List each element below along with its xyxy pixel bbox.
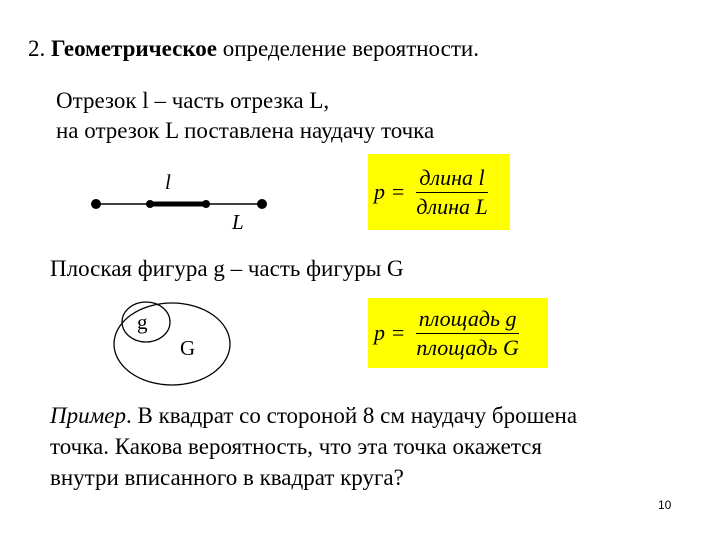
figure-description: Плоская фигура g – часть фигуры G: [50, 256, 404, 281]
formula1-fraction: [413, 166, 490, 219]
page-number: 10: [658, 498, 672, 512]
example-line1: [50, 400, 577, 431]
segment-l-end-point: [202, 200, 210, 208]
length-probability-formula: [368, 154, 510, 230]
slide-heading: [28, 36, 479, 62]
example-prefix: Пример: [50, 403, 126, 428]
heading-number: 2.: [28, 36, 46, 61]
formula2-fraction: [413, 307, 522, 360]
heading-rest: определение вероятности.: [222, 36, 479, 61]
segment-diagram: [80, 168, 280, 240]
segment-endpoint-right: [257, 199, 267, 209]
example-problem: [50, 400, 577, 493]
outer-figure-label: G: [180, 336, 196, 360]
segment-big-label: L: [232, 210, 244, 234]
segment-description: [56, 86, 434, 146]
formula2-denominator: площадь G: [416, 334, 519, 360]
example-line2: точка. Какова вероятность, что эта точка окажется: [50, 434, 542, 459]
heading-bold-word: Геометрическое: [51, 36, 217, 61]
formula2-lhs: p =: [374, 320, 406, 345]
figure-diagram: [108, 292, 248, 392]
inner-figure-label: g: [137, 310, 148, 334]
formula2-numerator: площадь g: [416, 307, 520, 334]
area-probability-formula: [368, 298, 548, 368]
outer-figure-G: [114, 303, 230, 385]
segment-description-line1: Отрезок l – часть отрезка L,: [56, 88, 330, 113]
formula1-lhs: p =: [374, 179, 406, 204]
formula1-denominator: длина L: [416, 193, 488, 219]
example-line3: внутри вписанного в квадрат круга?: [50, 465, 404, 490]
segment-description-line2: на отрезок L поставлена наудачу точка: [56, 118, 435, 143]
segment-small-label: l: [165, 170, 171, 194]
segment-endpoint-left: [91, 199, 101, 209]
segment-l-start-point: [146, 200, 154, 208]
example-line1-text: . В квадрат со стороной 8 см наудачу брошена: [126, 403, 578, 428]
formula1-numerator: длина l: [416, 166, 487, 193]
